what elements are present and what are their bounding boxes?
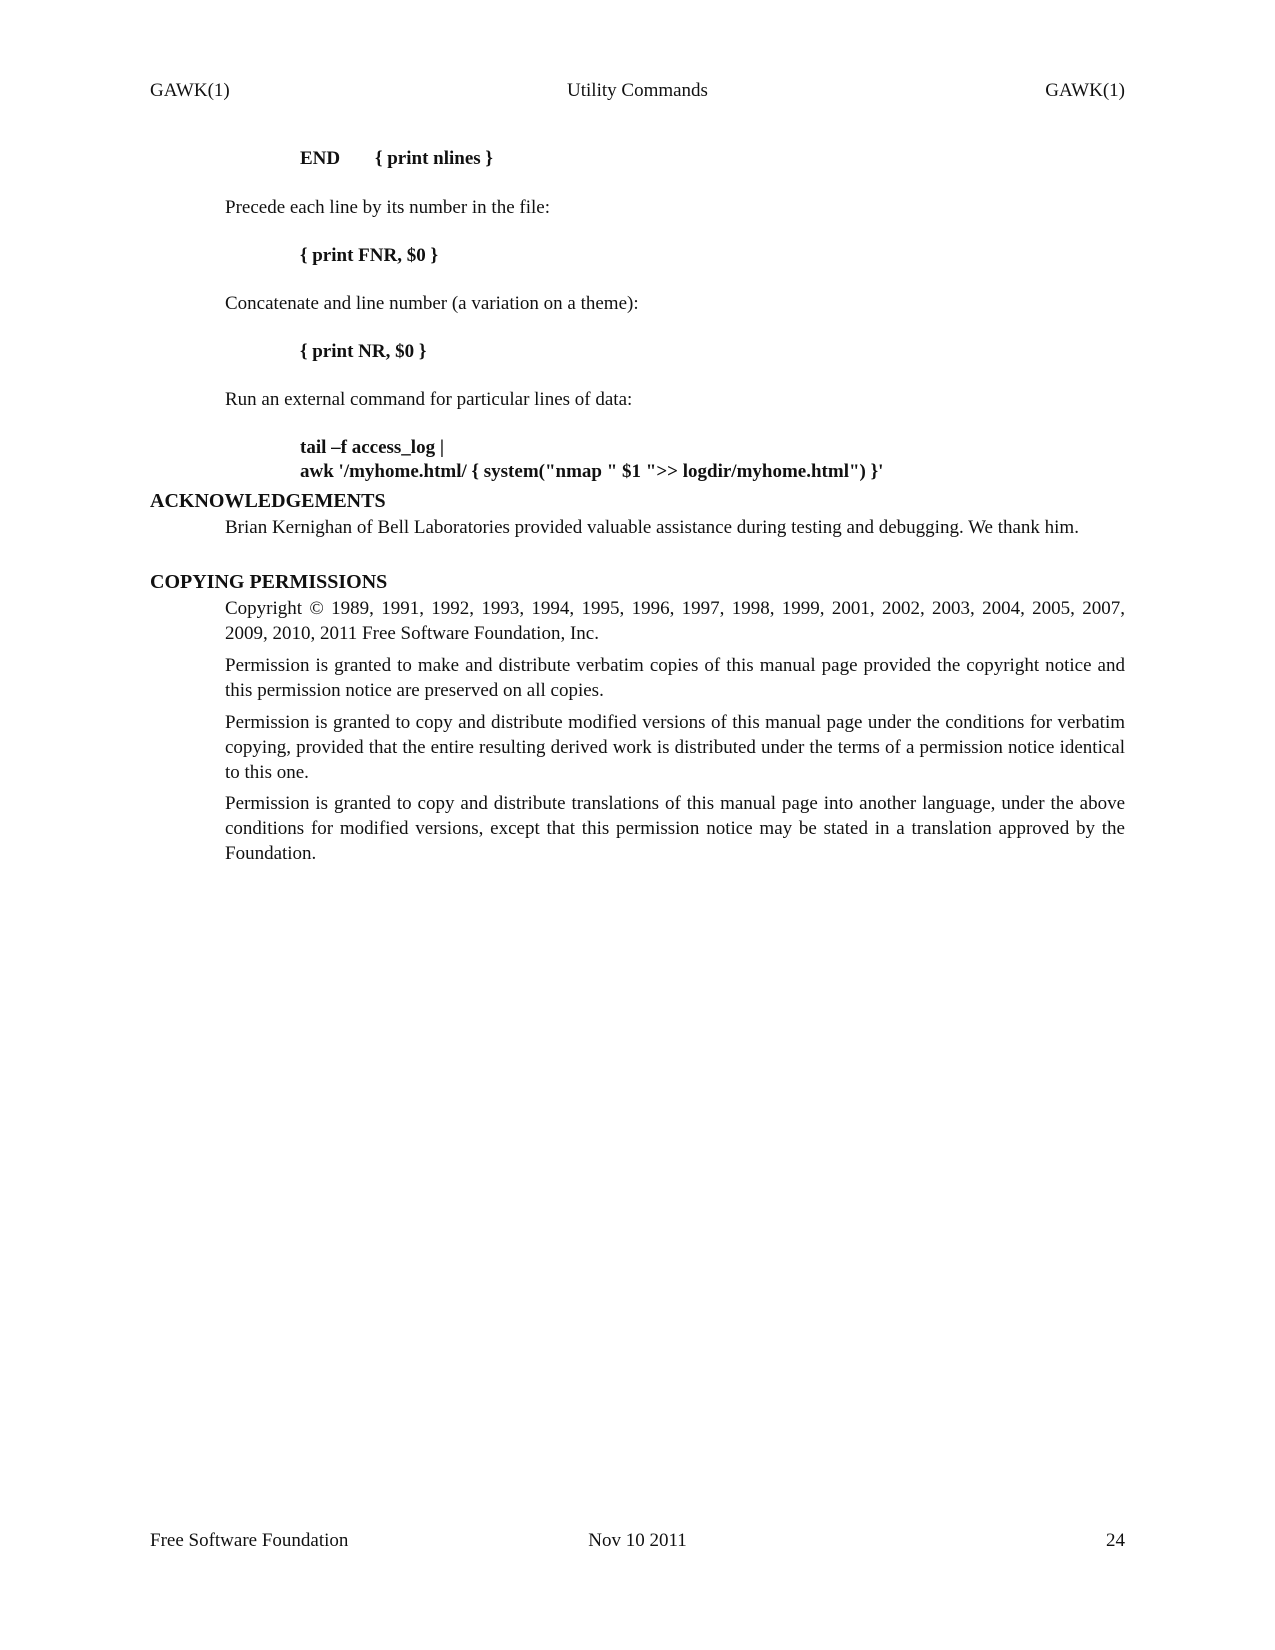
end-action: { print nlines } <box>375 148 493 169</box>
acknowledgements-heading: ACKNOWLEDGEMENTS <box>150 490 386 512</box>
page-header <box>150 80 1125 106</box>
page-footer <box>150 1530 1125 1556</box>
header-right: GAWK(1) <box>1045 80 1125 101</box>
permission-translations: Permission is granted to copy and distribute translations of this manual page into another language, under the above conditions for modified versions, except that this permission notice may be stated in a translation approved by the Foundation. <box>225 793 1125 864</box>
end-keyword: END <box>300 148 341 169</box>
footer-date: Nov 10 2011 <box>588 1530 687 1551</box>
footer-left: Free Software Foundation <box>150 1530 349 1551</box>
nr-description: Concatenate and line number (a variation on a theme): <box>225 293 639 314</box>
permission-modified: Permission is granted to copy and distribute modified versions of this manual page under the conditions for verbatim copying, provided that the entire resulting derived work is distributed under the terms of a permission notice identical to this one. <box>225 712 1125 783</box>
external-command-code-line-1: tail –f access_log | <box>300 437 445 458</box>
header-left: GAWK(1) <box>150 80 230 101</box>
copyright-notice: Copyright © 1989, 1991, 1992, 1993, 1994, 1995, 1996, 1997, 1998, 1999, 2001, 2002, 2003, 2004, 2005, 2007, 2009, 2010, 2011 Free Software Foundation, Inc. <box>225 598 1125 644</box>
permission-verbatim: Permission is granted to make and distribute verbatim copies of this manual page provided the copyright notice and this permission notice are preserved on all copies. <box>225 655 1125 701</box>
external-command-code-line-2: awk '/myhome.html/ { system("nmap " $1 ">> logdir/myhome.html") }' <box>300 461 884 482</box>
header-center: Utility Commands <box>567 80 708 101</box>
nr-code: { print NR, $0 } <box>300 341 427 362</box>
external-command-description: Run an external command for particular lines of data: <box>225 389 633 410</box>
fnr-description: Precede each line by its number in the file: <box>225 197 550 218</box>
fnr-code: { print FNR, $0 } <box>300 245 438 266</box>
end-example-code <box>300 148 493 170</box>
copying-permissions-heading: COPYING PERMISSIONS <box>150 571 388 593</box>
page-number: 24 <box>1106 1530 1125 1551</box>
acknowledgements-text: Brian Kernighan of Bell Laboratories provided valuable assistance during testing and debugging. We thank him. <box>225 517 1079 538</box>
